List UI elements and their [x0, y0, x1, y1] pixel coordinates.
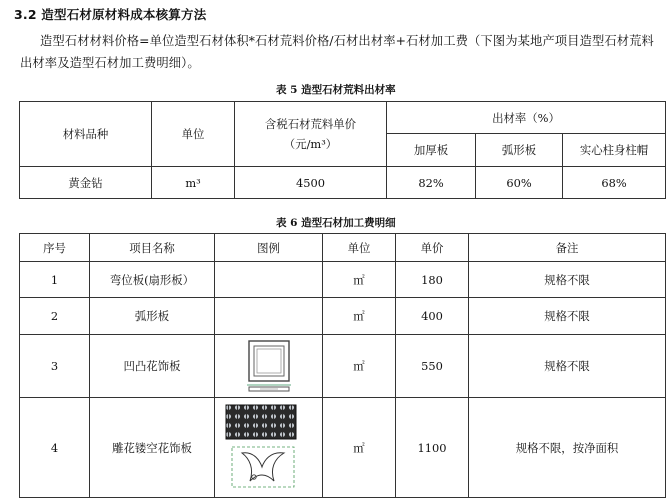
table-row	[20, 298, 666, 335]
row-note: 规格不限，按净面积	[469, 398, 666, 498]
row-unit: ㎡	[323, 398, 396, 498]
table-row	[20, 335, 666, 398]
row-price: 180	[396, 262, 469, 298]
price-cell: 4500	[235, 167, 387, 199]
solid-column-header: 实心柱身柱帽	[563, 134, 666, 167]
row-figure	[215, 298, 323, 335]
no-header: 序号	[20, 234, 90, 262]
figure-header: 图例	[215, 234, 323, 262]
unit-header: 单位	[152, 102, 235, 167]
row-figure	[215, 335, 323, 398]
name-header: 项目名称	[90, 234, 215, 262]
table6-caption: 表 6 造型石材加工费明细	[276, 217, 396, 229]
row-price: 400	[396, 298, 469, 335]
thick-board-header: 加厚板	[387, 134, 476, 167]
arc-yield-cell: 60%	[476, 167, 563, 199]
row-name: 弧形板	[90, 298, 215, 335]
row-name: 弯位板(扇形板）	[90, 262, 215, 298]
relief-panel-drawing-icon	[240, 337, 298, 395]
processing-fee-table	[19, 233, 666, 498]
material-cell: 黄金钻	[20, 167, 152, 199]
yield-table	[19, 101, 666, 199]
row-note: 规格不限	[469, 298, 666, 335]
material-header: 材料品种	[20, 102, 152, 167]
row-note: 规格不限	[469, 262, 666, 298]
row-unit: ㎡	[323, 335, 396, 398]
price-header-line2: （元/m³）	[283, 137, 338, 151]
table-row	[20, 398, 666, 498]
row-figure	[215, 398, 323, 498]
row-no: 1	[20, 262, 90, 298]
row-no: 3	[20, 335, 90, 398]
thick-yield-cell: 82%	[387, 167, 476, 199]
table5-caption: 表 5 造型石材荒料出材率	[276, 84, 396, 96]
row-unit: ㎡	[323, 298, 396, 335]
column-yield-cell: 68%	[563, 167, 666, 199]
price-header-line1: 含税石材荒料单价	[264, 117, 357, 131]
price-header: 单价	[396, 234, 469, 262]
row-figure	[215, 262, 323, 298]
row-no: 4	[20, 398, 90, 498]
carved-hollow-panel-drawing-icon	[224, 403, 314, 493]
unit-header: 单位	[323, 234, 396, 262]
section-heading: 3.2 造型石材原材料成本核算方法	[14, 7, 207, 22]
section-paragraph: 造型石材材料价格=单位造型石材体积*石材荒料价格/石材出材率+石材加工费（下图为某地产项目造型石材荒料出材率及造型石材加工费明细）。	[20, 34, 654, 70]
row-unit: ㎡	[323, 262, 396, 298]
row-name: 凹凸花饰板	[90, 335, 215, 398]
table-row	[20, 262, 666, 298]
unit-cell: m³	[152, 167, 235, 199]
arc-board-header: 弧形板	[476, 134, 563, 167]
row-price: 1100	[396, 398, 469, 498]
yield-header: 出材率（%）	[387, 102, 666, 134]
note-header: 备注	[469, 234, 666, 262]
table-row	[20, 167, 666, 199]
row-note: 规格不限	[469, 335, 666, 398]
row-no: 2	[20, 298, 90, 335]
row-name: 雕花镂空花饰板	[90, 398, 215, 498]
row-price: 550	[396, 335, 469, 398]
price-header	[235, 102, 387, 167]
